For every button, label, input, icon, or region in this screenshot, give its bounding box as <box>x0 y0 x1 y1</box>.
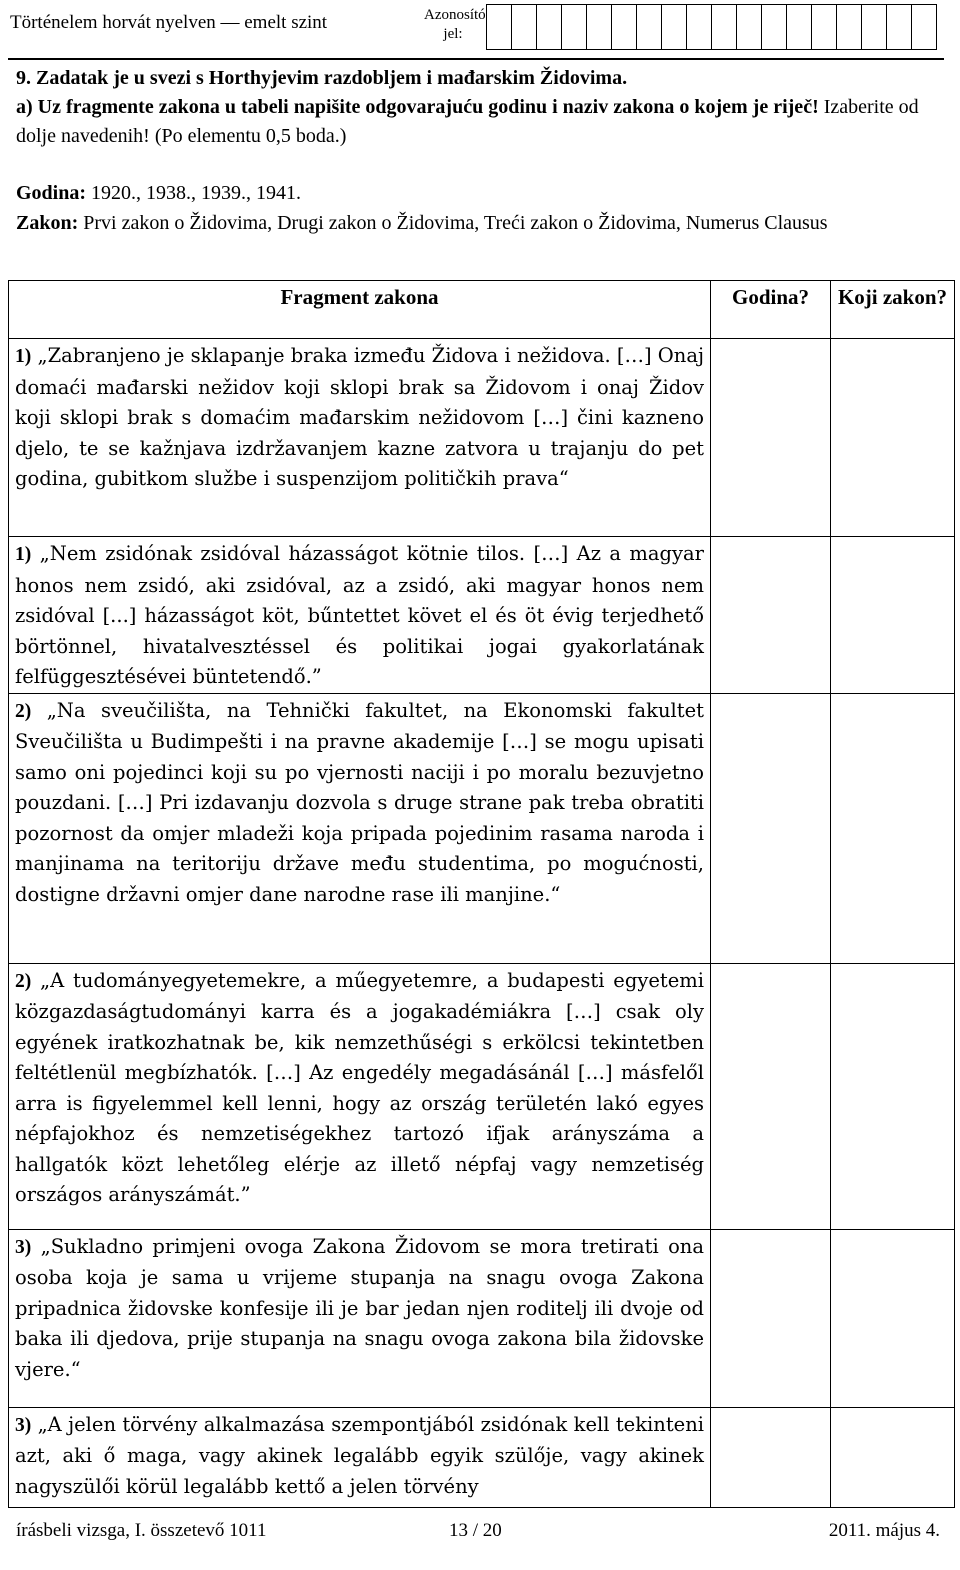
fragment-cell <box>9 339 711 537</box>
id-box[interactable] <box>811 4 837 50</box>
header-fragment: Fragment zakona <box>9 281 711 339</box>
id-box[interactable] <box>486 4 512 50</box>
zakon-answer-cell[interactable] <box>831 339 955 537</box>
fragment-number: 3) <box>15 1414 32 1436</box>
fragment-text: „Na sveučilišta, na Tehnički fakultet, na Ekonomski fakultet Sveučilišta u Budimpešti i na pravne akademije […] se mogu upisati samo oni pojedinci koji su po vjernosti naciji i po moralu bezuvjetno pouzdani. […] Pri izdavanju dozvola s druge strane pak treba obratiti pozornost da omjer mladeži koja pripada pojedinim rasama naroda i manjinama na teritoriju države među studentima, po mogućnosti, dostigne državni omjer dane narodne rase ili manjine.“ <box>15 698 704 906</box>
fragment-text: „Nem zsidónak zsidóval házasságot kötnie tilos. […] Az a magyar honos nem zsidó, aki zsidóval, az a zsidó, aki magyar honos nem zsidóval [...] házasságot köt, bűntettet követ el és öt évig terjedhető börtönnel, hivatalvesztéssel és politikai jogai gyakorlatának felfüggesztésévei büntetendő.” <box>15 542 704 688</box>
id-box[interactable] <box>761 4 787 50</box>
fragment-text: „A jelen törvény alkalmazása szempontjából zsidónak kell tekinteni azt, aki ő maga, vagy akinek legalább egyik szülője, vagy akinek nagyszülői körül legalább kettő a jelen törvény <box>15 1412 704 1498</box>
fragment-number: 1) <box>15 346 32 367</box>
task-instruction <box>16 93 946 151</box>
fragment-cell <box>9 963 711 1229</box>
id-box[interactable] <box>711 4 737 50</box>
id-box[interactable] <box>836 4 862 50</box>
id-box[interactable] <box>511 4 537 50</box>
godina-label: Godina: <box>16 182 87 204</box>
page-number: 13 / 20 <box>449 1520 502 1541</box>
zakon-answer-cell[interactable] <box>831 1229 955 1407</box>
fragment-text: „A tudományegyetemekre, a műegyetemre, a budapesti egyetemi közgazdaságtudományi karra és a jogakadémiákra […] csak oly egyének iratkozhatnak be, kik nemzethűségi s erkölcsi tekintetben feltétlenül megbízhatók. […] Az engedély megadásánál […] másfelől arra is figyelemmel kell lenni, hogy az ország területén lakó egyes népfajokhoz és nemzetiségekhez tartozó ifjak arányszáma a hallgatók közt lehetőleg elérje az illető népfaj vagy nemzetiség országos arányszámát.” <box>15 968 704 1206</box>
godina-values: 1920., 1938., 1939., 1941. <box>86 182 302 204</box>
id-box[interactable] <box>661 4 687 50</box>
id-box[interactable] <box>561 4 587 50</box>
fragment-cell <box>9 1229 711 1407</box>
id-box[interactable] <box>736 4 762 50</box>
godina-answer-cell[interactable] <box>711 537 831 694</box>
task-heading: 9. Zadatak je u svezi s Horthyjevim razdobljem i mađarskim Židovima. <box>16 67 628 89</box>
fragment-cell <box>9 537 711 694</box>
godina-options <box>16 178 946 208</box>
id-input-boxes[interactable] <box>487 4 937 50</box>
zakon-answer-cell[interactable] <box>831 693 955 963</box>
fragment-text: „Zabranjeno je sklapanje braka između Židova i nežidova. […] Onaj domaći mađarski nežidov koji sklopi brak sa Židovom i onaj Židov koji sklopi brak s domaćim mađarskim nežidovom […] čini kazneno djelo, te se kažnjava izdržavanjem kazne zatvora u trajanju do pet godina, gubitkom službe i suspenzijom političkih prava“ <box>15 344 704 490</box>
fragment-cell <box>9 1407 711 1507</box>
fragment-number: 2) <box>15 970 32 992</box>
fragment-number: 2) <box>15 700 32 722</box>
task-instruction-bold: a) Uz fragmente zakona u tabeli napišite odgovarajuću godinu i naziv zakona o kojem je riječ! <box>16 96 819 118</box>
task-instruction-plain: Izaberite od dolje navedenih! (Po elementu 0,5 boda.) <box>16 96 919 147</box>
fragment-number: 3) <box>15 1236 32 1258</box>
fragment-number: 1) <box>15 544 32 565</box>
exam-title: Történelem horvát nyelven — emelt szint <box>10 12 328 33</box>
id-box[interactable] <box>786 4 812 50</box>
id-box[interactable] <box>611 4 637 50</box>
id-label: Azonosító jel: <box>424 7 486 42</box>
table-row <box>9 537 955 694</box>
id-box[interactable] <box>686 4 712 50</box>
fragment-table <box>8 280 955 1508</box>
fragment-cell <box>9 693 711 963</box>
table-row <box>9 963 955 1229</box>
id-box[interactable] <box>586 4 612 50</box>
fragment-text: „Sukladno primjeni ovoga Zakona Židovom se mora tretirati ona osoba koja je sama u vrijeme stupanja na snagu ovoga Zakona pripadnica židovske konfesije ili je bar jedan njen roditelj ili dvoje od baka ili djedova, prije stupanja na snagu ovoga zakona bila židovske vjere.“ <box>15 1234 704 1381</box>
table-row <box>9 1229 955 1407</box>
zakon-values: Prvi zakon o Židovima, Drugi zakon o Židovima, Treći zakon o Židovima, Numerus Clausus <box>78 212 828 234</box>
id-box[interactable] <box>886 4 912 50</box>
task-instructions <box>16 64 946 151</box>
header-zakon: Koji zakon? <box>831 281 955 339</box>
footer-exam-info: írásbeli vizsga, I. összetevő 1011 <box>16 1520 267 1541</box>
table-row <box>9 693 955 963</box>
godina-answer-cell[interactable] <box>711 1229 831 1407</box>
table-row <box>9 1407 955 1507</box>
zakon-label: Zakon: <box>16 212 79 234</box>
godina-answer-cell[interactable] <box>711 693 831 963</box>
godina-answer-cell[interactable] <box>711 963 831 1229</box>
id-box[interactable] <box>536 4 562 50</box>
zakon-options <box>16 208 946 238</box>
zakon-answer-cell[interactable] <box>831 1407 955 1507</box>
godina-answer-cell[interactable] <box>711 339 831 537</box>
exam-date: 2011. május 4. <box>828 1520 940 1541</box>
id-box[interactable] <box>636 4 662 50</box>
zakon-answer-cell[interactable] <box>831 963 955 1229</box>
table-row <box>9 339 955 537</box>
header-godina: Godina? <box>711 281 831 339</box>
id-box[interactable] <box>861 4 887 50</box>
table-header-row <box>9 281 955 339</box>
godina-answer-cell[interactable] <box>711 1407 831 1507</box>
page-header <box>0 0 960 62</box>
header-divider <box>8 58 944 60</box>
zakon-answer-cell[interactable] <box>831 537 955 694</box>
id-box[interactable] <box>911 4 937 50</box>
